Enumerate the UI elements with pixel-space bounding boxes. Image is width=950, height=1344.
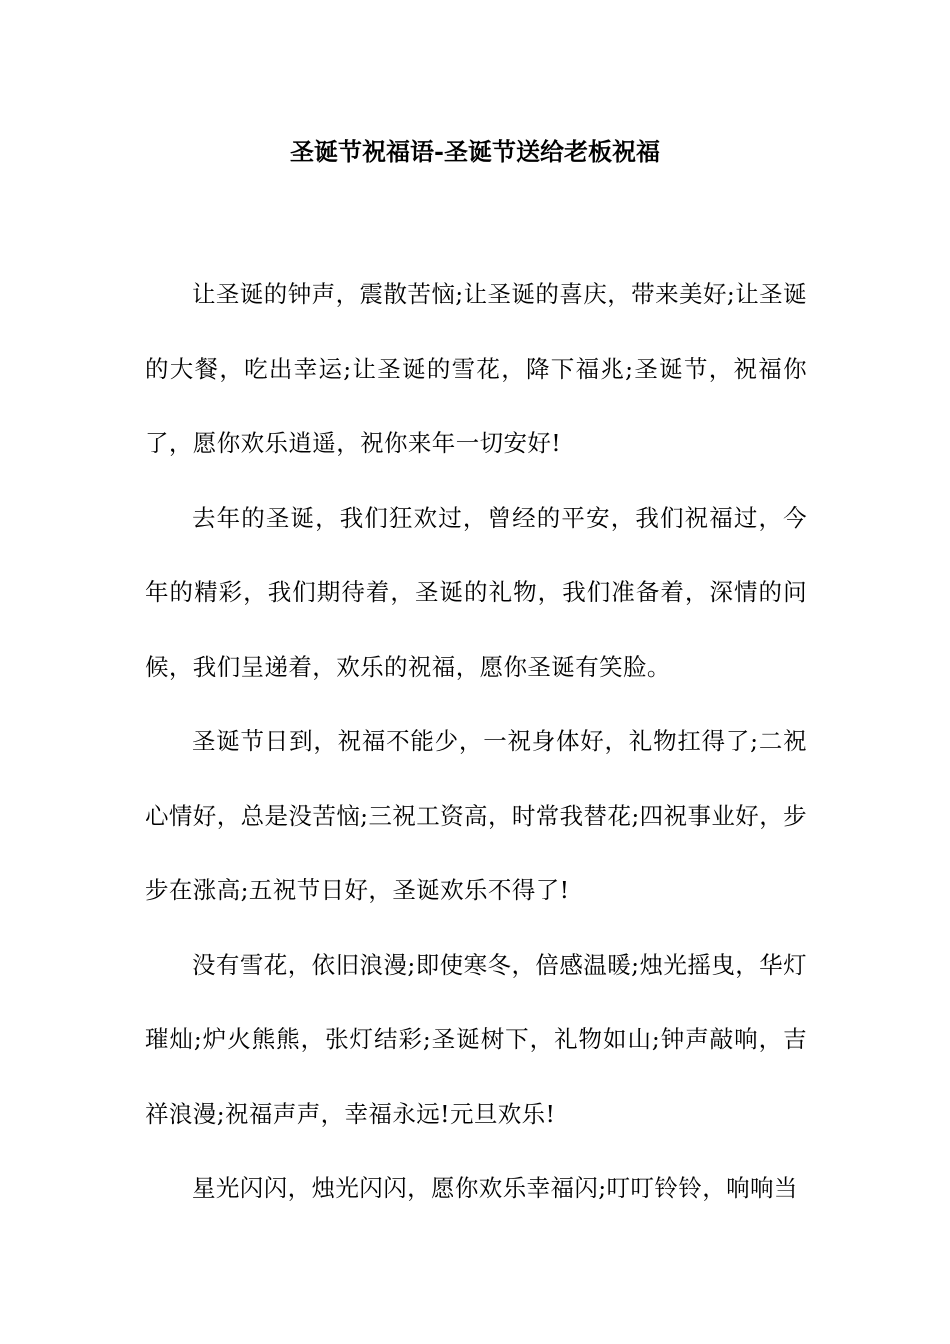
paragraph: 圣诞节日到，祝福不能少，一祝身体好，礼物扛得了;二祝心情好，总是没苦恼;三祝工资高，时常我替花;四祝事业好，步步在涨高;五祝节日好，圣诞欢乐不得了! <box>145 727 807 904</box>
paragraph: 星光闪闪，烛光闪闪，愿你欢乐幸福闪;叮叮铃铃，响响当 <box>192 1174 798 1202</box>
document-body <box>145 257 807 1226</box>
document-title: 圣诞节祝福语-圣诞节送给老板祝福 <box>290 137 660 166</box>
paragraph: 让圣诞的钟声，震散苦恼;让圣诞的喜庆，带来美好;让圣诞的大餐，吃出幸运;让圣诞的雪花，降下福兆;圣诞节，祝福你了，愿你欢乐逍遥，祝你来年一切安好! <box>145 280 807 457</box>
paragraph: 去年的圣诞，我们狂欢过，曾经的平安，我们祝福过，今年的精彩，我们期待着，圣诞的礼物，我们准备着，深情的问候，我们呈递着，欢乐的祝福，愿你圣诞有笑脸。 <box>145 503 807 681</box>
paragraph: 没有雪花，依旧浪漫;即使寒冬，倍感温暖;烛光摇曳，华灯璀灿;炉火熊熊，张灯结彩;圣诞树下，礼物如山;钟声敲响，吉祥浪漫;祝福声声，幸福永远!元旦欢乐! <box>145 950 807 1128</box>
